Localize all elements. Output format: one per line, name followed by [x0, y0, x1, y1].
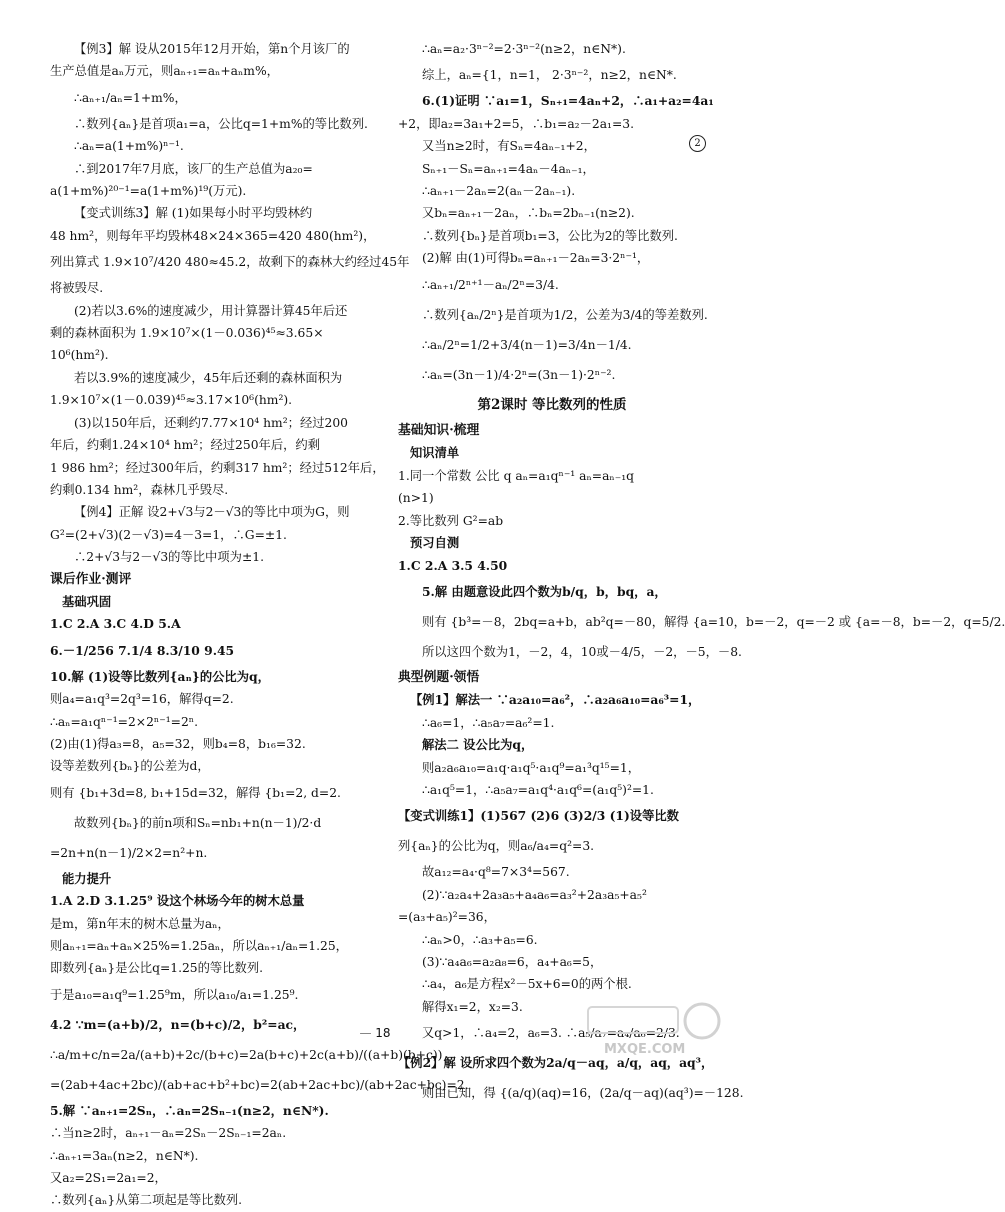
- right-line: 典型例题·领悟: [398, 669, 480, 685]
- right-line: 基础知识·梳理: [398, 423, 480, 439]
- left-line: 1.9×10⁷×(1－0.039)⁴⁵≈3.17×10⁶(hm²).: [50, 393, 293, 408]
- right-line: 又q>1，∴a₄=2，a₆=3. ∴a₅/a₇=a₄/a₆=2/3.: [422, 1026, 680, 1041]
- left-line: 是m，第n年末的树木总量为aₙ，: [50, 916, 230, 931]
- right-line: ∴aₙ₊₁/2ⁿ⁺¹－aₙ/2ⁿ=3/4.: [422, 277, 559, 292]
- right-line: 综上，aₙ={1，n=1， 2·3ⁿ⁻²，n≥2，n∈N*.: [422, 68, 677, 83]
- left-line: 列出算式 1.9×10⁷/420 480≈45.2，故剩下的森林大约经过45年: [50, 255, 410, 270]
- right-line: ∴aₙ=(3n－1)/4·2ⁿ=(3n－1)·2ⁿ⁻².: [422, 367, 616, 382]
- left-line: 48 hm²，则每年平均毁林48×24×365=420 480(hm²)，: [50, 228, 376, 243]
- svg-text:MXQE.COM: MXQE.COM: [604, 1042, 686, 1057]
- right-line: 解法二 设公比为q，: [422, 737, 534, 753]
- left-line: ∴aₙ=a₁qⁿ⁻¹=2×2ⁿ⁻¹=2ⁿ.: [50, 714, 199, 729]
- left-line: ∴aₙ₊₁=3aₙ(n≥2，n∈N*).: [50, 1148, 199, 1163]
- left-line: ∴2+√3与2－√3的等比中项为±1.: [74, 550, 264, 565]
- right-line: (2)解 由(1)可得bₙ=aₙ₊₁－2aₙ=3·2ⁿ⁻¹，: [422, 251, 650, 266]
- left-line: ∴当n≥2时，aₙ₊₁－aₙ=2Sₙ－2Sₙ₋₁=2aₙ.: [50, 1126, 287, 1141]
- left-line: =2n+n(n－1)/2×2=n²+n.: [50, 845, 208, 860]
- left-line: (2)由(1)得a₃=8，a₅=32，则b₄=8，b₁₆=32.: [50, 736, 306, 751]
- right-line: 又bₙ=aₙ₊₁－2aₙ，∴bₙ=2bₙ₋₁(n≥2).: [422, 206, 635, 221]
- left-line: 于是a₁₀=a₁q⁹=1.25⁹m，所以a₁₀/a₁=1.25⁹.: [50, 987, 299, 1002]
- right-line: ∴aₙ₊₁－2aₙ=2(aₙ－2aₙ₋₁).: [422, 184, 576, 199]
- left-line: 基础巩固: [62, 593, 112, 609]
- right-column: [398, 38, 1005, 1108]
- left-line: 能力提升: [62, 870, 112, 886]
- right-line: 【例2】解 设所求四个数为2a/q－aq，a/q，aq，aq³，: [398, 1055, 714, 1071]
- right-line: +2，即a₂=3a₁+2=5，∴b₁=a₂－2a₁=3.: [398, 116, 635, 131]
- right-line: (3)∵a₄a₆=a₂a₈=6，a₄+a₆=5，: [422, 954, 603, 969]
- left-line: 则aₙ₊₁=aₙ+aₙ×25%=1.25aₙ，所以aₙ₊₁/aₙ=1.25，: [50, 939, 348, 953]
- left-line: ∴a/m+c/n=2a/(a+b)+2c/(b+c)=2a(b+c)+2c(a+b)/((a+b)(b+c)): [50, 1047, 443, 1062]
- right-line: ∴aₙ>0，∴a₃+a₅=6.: [422, 932, 538, 947]
- right-line: 【例1】解法一 ∵a₂a₁₀=a₆²，∴a₂a₆a₁₀=a₆³=1，: [410, 692, 701, 708]
- right-line: ∴a₆=1，∴a₅a₇=a₆²=1.: [422, 715, 555, 730]
- right-line: ∴aₙ/2ⁿ=1/2+3/4(n－1)=3/4n－1/4.: [422, 337, 632, 352]
- right-line: Sₙ₊₁－Sₙ=aₙ₊₁=4aₙ－4aₙ₋₁，: [422, 161, 595, 176]
- left-line: 则a₄=a₁q³=2q³=16，解得q=2.: [50, 692, 234, 707]
- right-line: 又当n≥2时，有Sₙ=4aₙ₋₁+2， 2: [398, 135, 706, 157]
- left-line: ∴到2017年7月底，该厂的生产总值为a₂₀=: [74, 161, 313, 176]
- left-line: 年后，约剩1.24×10⁴ hm²；经过250年后，约剩: [50, 438, 321, 453]
- left-line: 6.－1/256 7.1/4 8.3/10 9.45: [50, 642, 235, 658]
- left-line: G²=(2+√3)(2－√3)=4－3=1，∴G=±1.: [50, 527, 287, 542]
- left-line: 约剩0.134 hm²，森林几乎毁尽.: [50, 482, 229, 497]
- right-line: ∴a₄，a₆是方程x²－5x+6=0的两个根.: [422, 977, 632, 992]
- left-line: 即数列{aₙ}是公比q=1.25的等比数列.: [50, 961, 264, 976]
- left-line: 则有 {b₁+3d=8, b₁+15d=32，解得 {b₁=2, d=2.: [50, 785, 341, 800]
- watermark-logo: [582, 999, 732, 1057]
- left-line: 1.C 2.A 3.C 4.D 5.A: [50, 616, 181, 632]
- right-line: 则a₂a₆a₁₀=a₁q·a₁q⁵·a₁q⁹=a₁³q¹⁵=1，: [422, 760, 641, 775]
- right-line: 1.同一个常数 公比 q aₙ=a₁qⁿ⁻¹ aₙ=aₙ₋₁q: [398, 468, 635, 483]
- right-line: 则有 {b³=－8，2bq=a+b，ab²q=－80，解得 {a=10，b=－2，q=－2 或 {a=－8，b=－2，q=5/2.: [422, 614, 1005, 629]
- left-line: 10.解 (1)设等比数列{aₙ}的公比为q，: [50, 668, 270, 684]
- right-line: ∴a₁q⁵=1，∴a₅a₇=a₁q⁴·a₁q⁶=(a₁q⁵)²=1.: [422, 782, 654, 797]
- left-line: 【变式训练3】解 (1)如果每小时平均毁林约: [74, 206, 313, 221]
- right-line: 知识清单: [410, 445, 460, 461]
- left-line: 生产总值是aₙ万元，则aₙ₊₁=aₙ+aₙm%，: [50, 64, 279, 79]
- left-line: 【例3】解 设从2015年12月开始，第n个月该厂的: [74, 42, 350, 56]
- left-line: 将被毁尽.: [50, 281, 104, 296]
- right-line: =(a₃+a₅)²=36，: [398, 910, 496, 925]
- left-line: 4.2 ∵m=(a+b)/2，n=(b+c)/2，b²=ac，: [50, 1016, 306, 1032]
- left-line: ∴aₙ=a(1+m%)ⁿ⁻¹.: [74, 139, 184, 154]
- right-line: 5.解 由题意设此四个数为b/q，b，bq，a，: [422, 583, 667, 599]
- left-line: (3)以150年后，还剩约7.77×10⁴ hm²；经过200: [74, 415, 349, 430]
- left-line: 【例4】正解 设2+√3与2－√3的等比中项为G，则: [74, 505, 350, 520]
- left-line: 10⁶(hm²).: [50, 348, 109, 363]
- right-line: ∴aₙ=a₂·3ⁿ⁻²=2·3ⁿ⁻²(n≥2，n∈N*).: [422, 42, 626, 56]
- left-line: 剩的森林面积为 1.9×10⁷×(1－0.036)⁴⁵≈3.65×: [50, 326, 324, 341]
- left-line: 若以3.9%的速度减少，45年后还剩的森林面积为: [74, 370, 343, 385]
- left-line: a(1+m%)²⁰⁻¹=a(1+m%)¹⁹(万元).: [50, 184, 247, 199]
- left-line: 故数列{bₙ}的前n项和Sₙ=nb₁+n(n－1)/2·d: [74, 815, 322, 830]
- left-line: 设等差数列{bₙ}的公差为d，: [50, 759, 210, 774]
- left-line: ∴数列{aₙ}从第二项起是等比数列.: [50, 1193, 243, 1208]
- right-line: ∴数列{aₙ/2ⁿ}是首项为1/2，公差为3/4的等差数列.: [422, 307, 708, 322]
- right-line: 2.等比数列 G²=ab: [398, 513, 504, 528]
- left-line: 又a₂=2S₁=2a₁=2，: [50, 1171, 167, 1186]
- left-line: 1 986 hm²；经过300年后，约剩317 hm²；经过512年后，: [50, 460, 385, 475]
- right-line: 【变式训练1】(1)567 (2)6 (3)2/3 (1)设等比数: [398, 808, 679, 824]
- left-line: ∴aₙ₊₁/aₙ=1+m%，: [74, 90, 187, 105]
- right-line: 解得x₁=2，x₂=3.: [422, 999, 523, 1014]
- circled-number-mark: 2: [689, 135, 706, 152]
- right-line: 预习自测: [410, 535, 460, 551]
- right-line: 第2课时 等比数列的性质: [477, 396, 627, 413]
- right-line: ∴数列{bₙ}是首项b₁=3，公比为2的等比数列.: [422, 228, 678, 243]
- right-line: (n>1): [398, 491, 434, 506]
- right-line: 列{aₙ}的公比为q，则a₆/a₄=q²=3.: [398, 839, 595, 854]
- right-line: 6.(1)证明 ∵a₁=1，Sₙ₊₁=4aₙ+2，∴a₁+a₂=4a₁: [422, 93, 714, 109]
- right-line: 所以这四个数为1，－2，4，10或－4/5，－2，－5，－8.: [422, 644, 742, 659]
- right-line: 故a₁₂=a₄·q⁸=7×3⁴=567.: [422, 865, 570, 880]
- left-line: 课后作业·测评: [50, 571, 132, 587]
- right-line: 则由已知，得 {(a/q)(aq)=16，(2a/q－aq)(aq³)=－128.: [422, 1086, 744, 1101]
- left-line: 5.解 ∵aₙ₊₁=2Sₙ，∴aₙ=2Sₙ₋₁(n≥2，n∈N*).: [50, 1102, 329, 1118]
- left-line: =(2ab+4ac+2bc)/(ab+ac+b²+bc)=2(ab+2ac+bc)/(ab+2ac+bc)=2.: [50, 1077, 469, 1092]
- right-line: 1.C 2.A 3.5 4.50: [398, 557, 508, 573]
- left-line: 1.A 2.D 3.1.25⁹ 设这个林场今年的树木总量: [50, 893, 305, 909]
- right-line: (2)∵a₂a₄+2a₃a₅+a₄a₆=a₃²+2a₃a₅+a₅²: [422, 887, 647, 902]
- left-line: (2)若以3.6%的速度减少，用计算器计算45年后还: [74, 303, 348, 318]
- left-line: ∴数列{aₙ}是首项a₁=a，公比q=1+m%的等比数列.: [74, 116, 368, 131]
- page-number: — 18: [0, 1026, 750, 1040]
